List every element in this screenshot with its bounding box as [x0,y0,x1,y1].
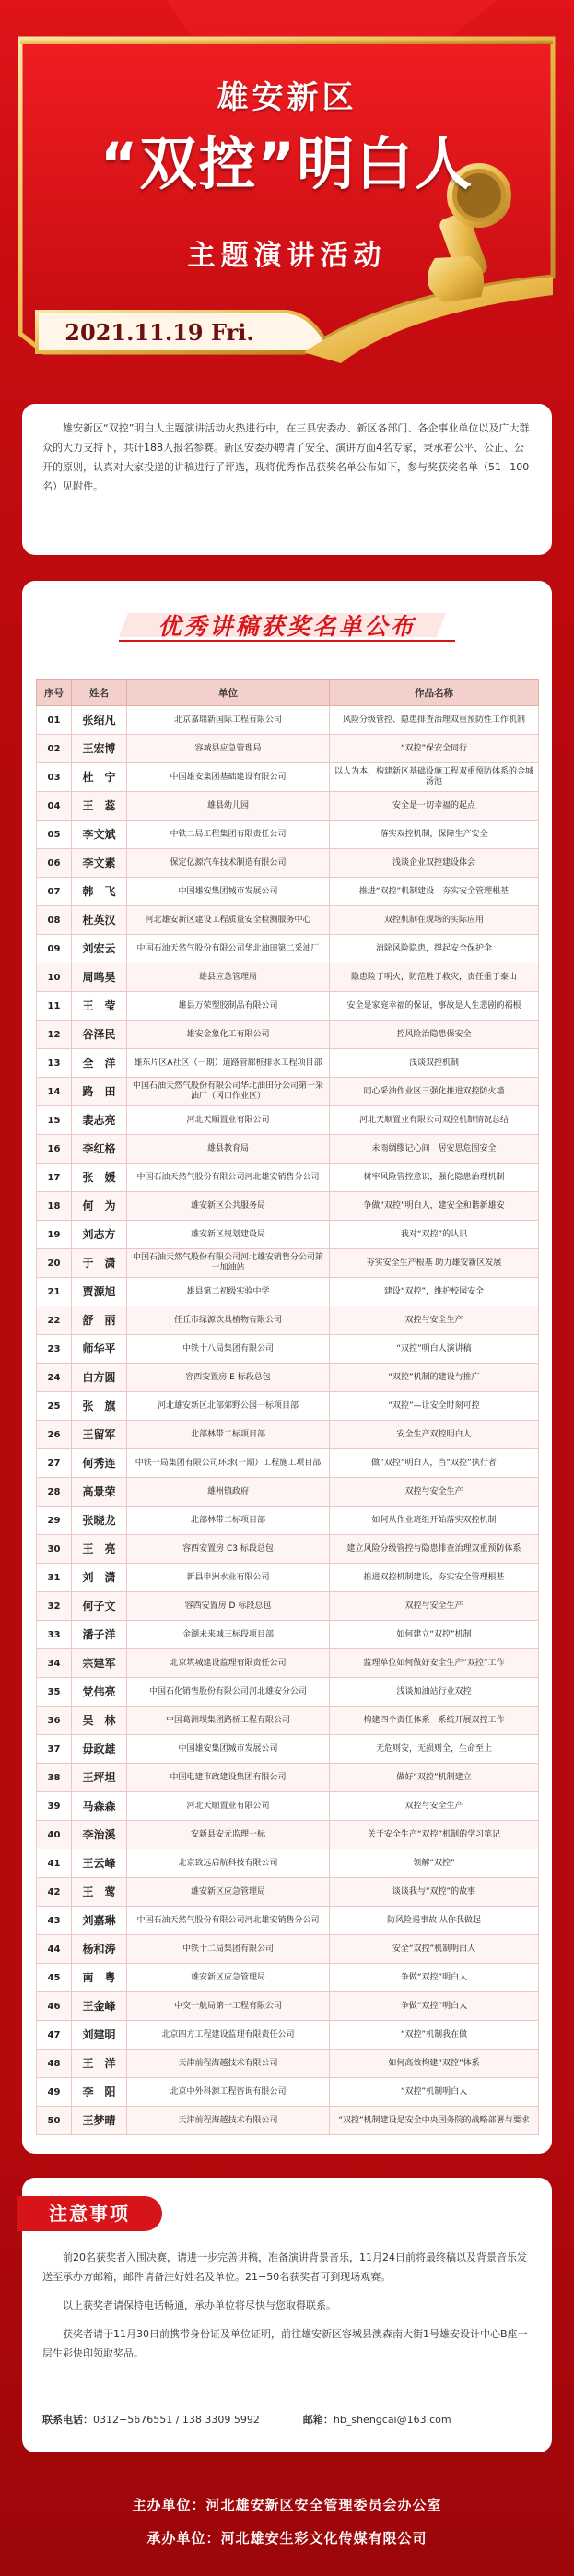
row-name: 刘宏云 [72,935,127,963]
table-row [37,1678,539,1707]
row-index: 50 [37,2107,72,2135]
row-unit: 中国石化销售股份有限公司河北雄安分公司 [127,1678,330,1707]
table-row [37,1364,539,1392]
row-work: 做好“双控”机制建立 [330,1764,539,1792]
table-row [37,1878,539,1907]
table-row [37,735,539,763]
row-work: 争做“双控”明白人 [330,1992,539,2021]
table-row [37,1849,539,1878]
row-index: 14 [37,1078,72,1106]
table-row [37,1821,539,1849]
notes-card [22,2178,552,2452]
row-work: 安全生产双控明白人 [330,1421,539,1449]
row-work: 双控与安全生产 [330,1592,539,1621]
row-work: 双控机制在现场的实际应用 [330,906,539,935]
row-unit: 中国石油天然气股份有限公司河北雄安销售分公司 [127,1164,330,1192]
row-index: 36 [37,1707,72,1735]
row-index: 09 [37,935,72,963]
table-row [37,1707,539,1735]
table-row [37,935,539,963]
row-name: 张绍凡 [72,706,127,735]
row-work: 控风险治隐患保安全 [330,1021,539,1049]
row-unit: 中国石油天然气股份有限公司河北雄安销售分公司第一加油站 [127,1249,330,1278]
row-work: 领解“双控” [330,1849,539,1878]
table-row [37,1421,539,1449]
row-work: 建设“双控”，维护校园安全 [330,1278,539,1306]
row-work: 夯实安全生产根基 助力雄安新区发展 [330,1249,539,1278]
row-name: 路 田 [72,1078,127,1106]
row-name: 王 洋 [72,2050,127,2078]
row-work: 浅谈双控机制 [330,1049,539,1078]
contact-phone: 0312−5676551 / 138 3309 5992 [93,2414,260,2426]
row-unit: 中国电建市政建设集团有限公司 [127,1764,330,1792]
row-index: 35 [37,1678,72,1707]
row-index: 32 [37,1592,72,1621]
row-work: 树牢风险管控意识，强化隐患治理机制 [330,1164,539,1192]
row-name: 王云峰 [72,1849,127,1878]
table-row [37,1564,539,1592]
row-unit: 中国雄安集团基础建设有限公司 [127,763,330,792]
footer-sponsor: 主办单位：河北雄安新区安全管理委员会办公室 [132,2497,442,2513]
row-index: 28 [37,1478,72,1507]
row-name: 王梦晴 [72,2107,127,2135]
row-name: 王 蕊 [72,792,127,821]
banner-title-line3: 主题演讲活动 [187,240,387,272]
row-unit: 北部林带二标项目部 [127,1507,330,1535]
row-name: 李红格 [72,1135,127,1164]
row-index: 41 [37,1849,72,1878]
row-name: 王金峰 [72,1992,127,2021]
row-index: 46 [37,1992,72,2021]
row-name: 何子文 [72,1592,127,1621]
header-name: 姓名 [72,680,127,706]
table-row [37,1078,539,1106]
row-unit: 中铁十八局集团有限公司 [127,1335,330,1364]
award-table [36,679,539,2135]
table-row [37,1592,539,1621]
row-index: 02 [37,735,72,763]
row-work: 如何高效构建“双控”体系 [330,2050,539,2078]
table-row [37,1907,539,1935]
row-work: 构建四个责任体系 系统开展双控工作 [330,1707,539,1735]
row-unit: 雄县应急管理局 [127,963,330,992]
table-row [37,1449,539,1478]
row-name: 张 旗 [72,1392,127,1421]
row-unit: 中国雄安集团城市发展公司 [127,878,330,906]
row-name: 李文素 [72,849,127,878]
row-index: 31 [37,1564,72,1592]
event-date: 2021.11.19 Fri. [64,319,254,346]
row-name: 杨和涛 [72,1935,127,1964]
header-work: 作品名称 [330,680,539,706]
row-unit: 中交一航局第一工程有限公司 [127,1992,330,2021]
row-work: “双控”机制明白人 [330,2078,539,2107]
row-index: 25 [37,1392,72,1421]
row-work: 安全是家庭幸福的保证，事故是人生悲剧的祸根 [330,992,539,1021]
table-row [37,2021,539,2050]
row-unit: 雄县教育局 [127,1135,330,1164]
row-name: 张晓龙 [72,1507,127,1535]
row-work: 未雨绸缪记心间 居安思危固安全 [330,1135,539,1164]
table-row [37,1992,539,2021]
row-index: 20 [37,1249,72,1278]
row-work: “双控”机制的建设与推广 [330,1364,539,1392]
row-unit: 中国石油天然气股份有限公司华北油田分公司第一采油厂（冈口作业区） [127,1078,330,1106]
table-row [37,1964,539,1992]
row-work: 浅谈加油站行业双控 [330,1678,539,1707]
row-work: 隐患险于明火，防范胜于救灾，责任重于泰山 [330,963,539,992]
row-work: 以人为本，构建新区基础设施工程双重预防体系的金城汤池 [330,763,539,792]
table-row [37,706,539,735]
row-index: 18 [37,1192,72,1221]
row-work: 监理单位如何做好安全生产“双控”工作 [330,1649,539,1678]
row-work: “双控”机制建设是安全中央国务院的战略部署与要求 [330,2107,539,2135]
row-unit: 保定亿源汽车技术制造有限公司 [127,849,330,878]
row-work: 谈谈我与“双控”的故事 [330,1878,539,1907]
row-unit: 雄县幼儿园 [127,792,330,821]
row-unit: 北部林带二标项目部 [127,1421,330,1449]
row-unit: 雄县万荣塑胶制品有限公司 [127,992,330,1021]
row-work: 做“双控”明白人，当“双控”执行者 [330,1449,539,1478]
table-row [37,1507,539,1535]
table-row [37,1764,539,1792]
row-unit: 中国雄安集团城市发展公司 [127,1735,330,1764]
row-index: 19 [37,1221,72,1249]
row-work: 浅谈企业双控建设体会 [330,849,539,878]
row-name: 吴 林 [72,1707,127,1735]
row-name: 师华平 [72,1335,127,1364]
table-row [37,1621,539,1649]
table-row [37,1106,539,1135]
row-unit: 河北天順置业有限公司 [127,1106,330,1135]
row-index: 43 [37,1907,72,1935]
row-name: 于 潇 [72,1249,127,1278]
notes-paragraph: 前20名获奖者入围决赛，请进一步完善讲稿，准备演讲背景音乐，11月24日前将最终稿以及背景音乐发送至承办方邮箱，邮件请备注好姓名及单位。21−50名获奖者可到现场观赛。 [42,2251,527,2283]
table-row [37,1335,539,1364]
row-name: 李文斌 [72,821,127,849]
row-unit: 天津前程海越技术有限公司 [127,2050,330,2078]
row-index: 17 [37,1164,72,1192]
table-row [37,1478,539,1507]
table-row [37,992,539,1021]
row-work: 同心采油作业区三强化推进双控防火墙 [330,1078,539,1106]
row-index: 04 [37,792,72,821]
row-unit: 雄州镇政府 [127,1478,330,1507]
row-work: 防风险遏事故 从你我做起 [330,1907,539,1935]
row-unit: 雄安新区规划建设局 [127,1221,330,1249]
row-name: 李 阳 [72,2078,127,2107]
row-index: 07 [37,878,72,906]
row-index: 40 [37,1821,72,1849]
row-unit: 容城县应急管理局 [127,735,330,763]
row-index: 08 [37,906,72,935]
row-name: 王坪坦 [72,1764,127,1792]
row-name: 毋政雄 [72,1735,127,1764]
row-unit: 中铁二局工程集团有限责任公司 [127,821,330,849]
row-index: 49 [37,2078,72,2107]
row-name: 谷泽民 [72,1021,127,1049]
row-unit: 容西安置房 C3 标段总包 [127,1535,330,1564]
row-index: 23 [37,1335,72,1364]
row-index: 45 [37,1964,72,1992]
row-name: 何 为 [72,1192,127,1221]
table-row [37,1164,539,1192]
table-row [37,1935,539,1964]
table-row [37,1306,539,1335]
table-row [37,763,539,792]
row-unit: 北京嘉瑞新国际工程有限公司 [127,706,330,735]
row-index: 29 [37,1507,72,1535]
row-index: 01 [37,706,72,735]
table-row [37,1221,539,1249]
row-name: 李治溪 [72,1821,127,1849]
notes-paragraph: 获奖者请于11月30日前携带身份证及单位证明，前往雄安新区容城县澳森南大街1号雄安设计中心B座一层生彩快印领取奖品。 [42,2328,528,2359]
row-name: 何秀连 [72,1449,127,1478]
row-name: 刘建明 [72,2021,127,2050]
row-work: 我对“双控”的认识 [330,1221,539,1249]
row-unit: 天津前程海越技术有限公司 [127,2107,330,2135]
row-work: 消除风险隐患，撑起安全保护伞 [330,935,539,963]
row-unit: 中铁一局集团有限公司环球(一期）工程施工项目部 [127,1449,330,1478]
banner-gold-strip [20,39,553,44]
footer-organizer: 承办单位：河北雄安生彩文化传媒有限公司 [146,2530,428,2546]
row-name: 贾源旭 [72,1278,127,1306]
table-row [37,2078,539,2107]
row-index: 38 [37,1764,72,1792]
row-index: 34 [37,1649,72,1678]
table-row [37,849,539,878]
header-index: 序号 [37,680,72,706]
row-unit: 雄安金象化工有限公司 [127,1021,330,1049]
row-unit: 河北天顺置业有限公司 [127,1792,330,1821]
row-unit: 雄安新区公共服务局 [127,1192,330,1221]
header-unit: 单位 [127,680,330,706]
row-work: 争做“双控”明白人，建安全和谐新雄安 [330,1192,539,1221]
row-name: 马森森 [72,1792,127,1821]
contact-line [42,2412,533,2427]
row-work: 河北天顺置业有限公司双控机制情况总结 [330,1106,539,1135]
row-unit: 中国葛洲坝集团路桥工程有限公司 [127,1707,330,1735]
row-name: 宗建军 [72,1649,127,1678]
row-name: 南 粤 [72,1964,127,1992]
row-work: “双控”—让安全时刻可控 [330,1392,539,1421]
row-index: 22 [37,1306,72,1335]
row-name: 王 莺 [72,1878,127,1907]
row-unit: 中国石油天然气股份有限公司河北雄安销售分公司 [127,1907,330,1935]
row-index: 26 [37,1421,72,1449]
row-work: 如何从作业班组开始落实双控机制 [330,1507,539,1535]
row-name: 裴志亮 [72,1106,127,1135]
table-body [37,706,539,2135]
row-work: 如何建立“双控”机制 [330,1621,539,1649]
table-row [37,1049,539,1078]
table-row [37,906,539,935]
award-list-card [22,581,552,2154]
row-unit: 金湖未来城三标段项目部 [127,1621,330,1649]
row-index: 15 [37,1106,72,1135]
row-unit: 容西安置房 E 标段总包 [127,1364,330,1392]
row-unit: 北京致远启航科技有限公司 [127,1849,330,1878]
table-row [37,963,539,992]
row-index: 16 [37,1135,72,1164]
row-index: 30 [37,1535,72,1564]
row-index: 24 [37,1364,72,1392]
row-index: 13 [37,1049,72,1078]
table-row [37,2107,539,2135]
row-name: 刘 潇 [72,1564,127,1592]
row-index: 11 [37,992,72,1021]
contact-label: 联系电话： [42,2414,93,2426]
table-row [37,1249,539,1278]
row-work: “双控”明白人演讲稿 [330,1335,539,1364]
banner-title-line1: 雄安新区 [217,79,357,116]
notes-paragraph: 以上获奖者请保持电话畅通，承办单位将尽快与您取得联系。 [63,2299,336,2311]
row-index: 06 [37,849,72,878]
row-index: 39 [37,1792,72,1821]
row-unit: 安新县安元监理一标 [127,1821,330,1849]
table-row [37,2050,539,2078]
row-index: 44 [37,1935,72,1964]
table-row [37,1649,539,1678]
row-unit: 河北雄安新区建设工程质量安全检测服务中心 [127,906,330,935]
row-unit: 雄县第二初级实验中学 [127,1278,330,1306]
table-row [37,1792,539,1821]
intro-paragraph: 雄安新区“双控”明白人主题演讲活动火热进行中，在三县安委办、新区各部门、各企事业单位以及广大群众的大力支持下，共计188人报名参赛。新区安委办聘请了安全、演讲方面4名专家，秉承着公平、公正、公开的原则，认真对大家投递的讲稿进行了评选，现将优秀作品获奖名单公布如下，参与奖获奖名单（51−100名）见附件。 [22,404,552,555]
row-unit: 任丘市绿源饮具植物有限公司 [127,1306,330,1335]
row-unit: 容西安置房 D 标段总包 [127,1592,330,1621]
row-name: 潘子洋 [72,1621,127,1649]
row-work: 关于安全生产“双控”机制的学习笔记 [330,1821,539,1849]
table-row [37,1535,539,1564]
row-name: 高景荣 [72,1478,127,1507]
table-row [37,878,539,906]
row-index: 42 [37,1878,72,1907]
table-header-row [37,680,539,706]
row-index: 12 [37,1021,72,1049]
list-title: 优秀讲稿获奖名单公布 [158,613,416,640]
table-row [37,821,539,849]
row-work: 建立风险分级管控与隐患排查治理双重预防体系 [330,1535,539,1564]
row-name: 刘志方 [72,1221,127,1249]
notes-body [42,2248,533,2372]
row-name: 全 洋 [72,1049,127,1078]
row-index: 27 [37,1449,72,1478]
row-index: 37 [37,1735,72,1764]
row-name: 王留军 [72,1421,127,1449]
table-row [37,1192,539,1221]
row-work: 风险分级管控、隐患排查治理双重预防性工作机制 [330,706,539,735]
row-index: 10 [37,963,72,992]
row-unit: 雄安新区应急管理局 [127,1878,330,1907]
row-work: 双控与安全生产 [330,1306,539,1335]
row-unit: 中国石油天然气股份有限公司华北油田第二采油厂 [127,935,330,963]
row-work: 双控与安全生产 [330,1792,539,1821]
row-work: 争做“双控”明白人 [330,1964,539,1992]
row-index: 33 [37,1621,72,1649]
row-unit: 新县申洲水业有限公司 [127,1564,330,1592]
contact-email: hb_shengcai@163.com [333,2414,451,2426]
row-index: 05 [37,821,72,849]
email-label: 邮箱： [302,2414,334,2426]
notes-tag: 注意事项 [17,2196,162,2231]
table-row [37,1735,539,1764]
row-index: 21 [37,1278,72,1306]
row-unit: 北京四方工程建设监理有限责任公司 [127,2021,330,2050]
row-name: 舒 丽 [72,1306,127,1335]
row-unit: 雄安新区应急管理局 [127,1964,330,1992]
row-index: 03 [37,763,72,792]
row-unit: 北京中外科源工程咨询有限公司 [127,2078,330,2107]
row-name: 张 媛 [72,1164,127,1192]
row-name: 王 亮 [72,1535,127,1564]
row-name: 刘嘉琳 [72,1907,127,1935]
row-index: 48 [37,2050,72,2078]
row-name: 王宏博 [72,735,127,763]
row-work: “双控”保安全同行 [330,735,539,763]
row-work: 落实双控机制，保障生产安全 [330,821,539,849]
row-name: 杜 宁 [72,763,127,792]
table-row [37,1021,539,1049]
table-row [37,1278,539,1306]
table-row [37,1392,539,1421]
row-index: 47 [37,2021,72,2050]
row-name: 王 莹 [72,992,127,1021]
row-work: 推进“双控”机制建设 夯实安全管理根基 [330,878,539,906]
row-name: 杜英汉 [72,906,127,935]
table-row [37,1135,539,1164]
row-work: 安全是一切幸福的起点 [330,792,539,821]
row-name: 韩 飞 [72,878,127,906]
row-unit: 北京筑城建设监理有限责任公司 [127,1649,330,1678]
row-name: 党伟亮 [72,1678,127,1707]
row-unit: 雄东片区A社区（一期）道路管廊桩排水工程项目部 [127,1049,330,1078]
table-row [37,792,539,821]
row-unit: 河北雄安新区北部郊野公园一标项目部 [127,1392,330,1421]
row-unit: 中铁十二局集团有限公司 [127,1935,330,1964]
banner-title-line2: “双控”明白人 [100,130,474,197]
row-work: 安全“双控”机制明白人 [330,1935,539,1964]
row-name: 周鸣昊 [72,963,127,992]
row-work: 双控与安全生产 [330,1478,539,1507]
row-work: 推进双控机制建设，夯实安全管理根基 [330,1564,539,1592]
row-work: “双控”机制我在做 [330,2021,539,2050]
row-work: 无危则安，无损则全，生命至上 [330,1735,539,1764]
row-name: 白方圆 [72,1364,127,1392]
